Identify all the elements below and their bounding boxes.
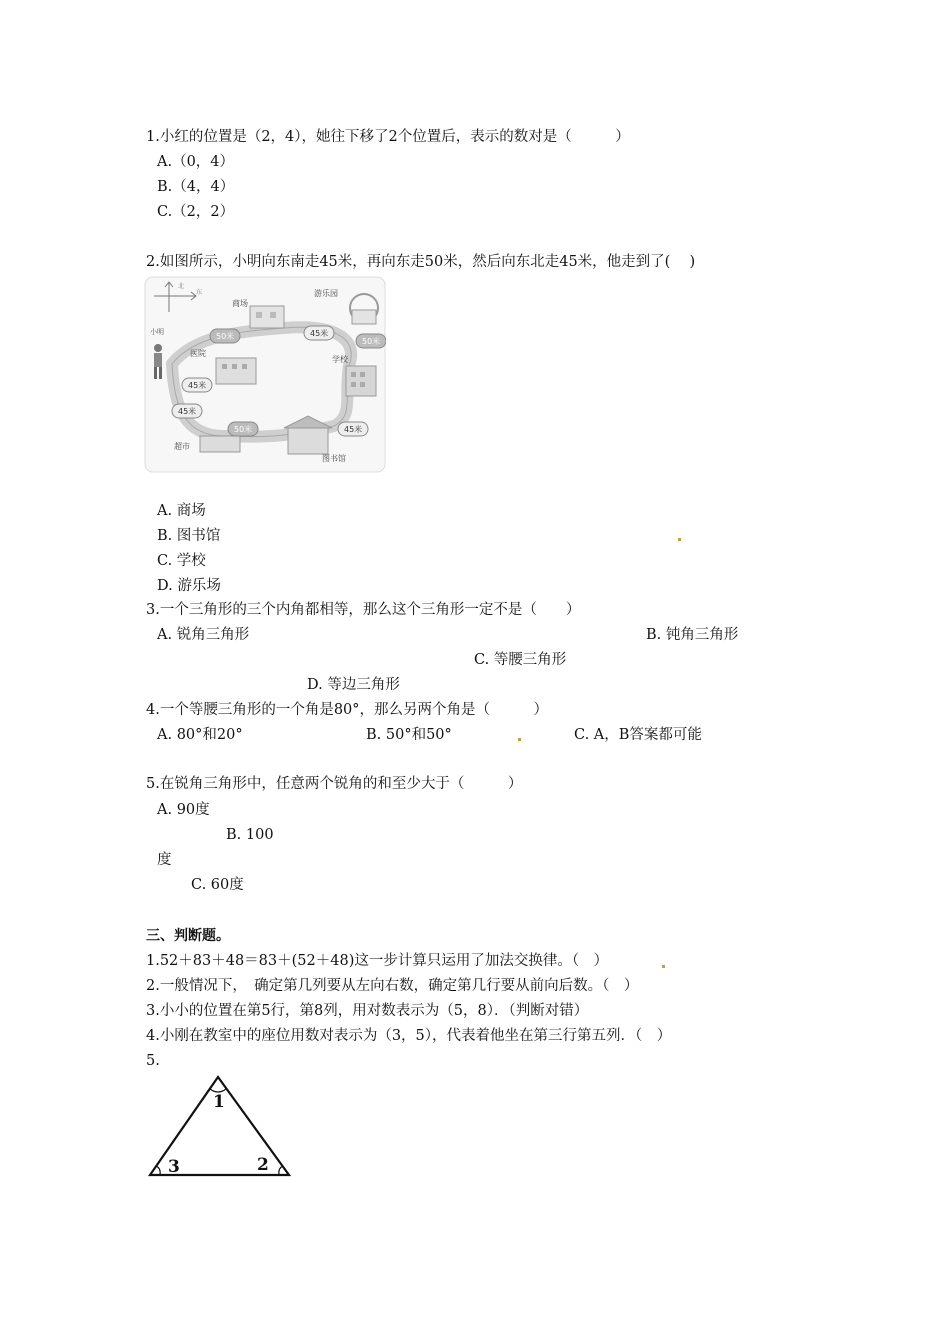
distance-tag: [338, 422, 368, 436]
q3-option-b[interactable]: B. 钝角三角形: [646, 627, 739, 643]
q1-option-a[interactable]: A.（0，4）: [157, 154, 235, 170]
q5-option-b[interactable]: B. 100: [226, 827, 274, 843]
distance-tag: [304, 326, 334, 340]
svg-text:45米: 45米: [178, 407, 197, 416]
place-hospital: 医院: [190, 349, 206, 358]
svg-text:45米: 45米: [344, 425, 363, 434]
supermarket-building-icon: [200, 436, 240, 452]
judge-item-5: 5.: [146, 1053, 160, 1069]
place-library: 图书馆: [322, 454, 346, 463]
svg-text:50米: 50米: [362, 337, 381, 346]
svg-text:45米: 45米: [310, 329, 329, 338]
q1-option-c[interactable]: C.（2，2）: [157, 204, 235, 220]
route-map-figure: [144, 276, 386, 473]
q2-option-c[interactable]: C. 学校: [157, 553, 206, 569]
question-1-stem: 1.小红的位置是（2，4），她往下移了2个位置后，表示的数对是（ ）: [146, 129, 630, 145]
q3-option-a[interactable]: A. 锐角三角形: [157, 627, 250, 643]
svg-text:50米: 50米: [216, 332, 235, 341]
distance-tag: [356, 334, 386, 348]
east-label: 东: [196, 289, 203, 296]
svg-text:50米: 50米: [234, 425, 253, 434]
q1-option-b[interactable]: B.（4，4）: [157, 179, 235, 195]
decorative-dot: [678, 538, 681, 541]
q4-option-b[interactable]: B. 50°和50°: [366, 727, 452, 743]
distance-tag: [210, 329, 240, 343]
person-label: 小明: [150, 328, 164, 336]
mall-building-icon: [250, 306, 284, 328]
q3-option-c[interactable]: C. 等腰三角形: [474, 652, 567, 668]
place-school: 学校: [332, 355, 348, 364]
school-building-icon: [346, 366, 376, 396]
judge-item-3: 3.小小的位置在第5行，第8列，用对数表示为（5，8）．（判断对错）: [146, 1003, 589, 1019]
angle-label-2: 2: [257, 1155, 269, 1175]
question-4-stem: 4.一个等腰三角形的一个角是80°，那么另两个角是（ ）: [146, 702, 549, 718]
question-3-stem: 3.一个三角形的三个内角都相等，那么这个三角形一定不是（ ）: [146, 602, 581, 618]
place-supermarket: 超市: [174, 442, 190, 451]
question-5-stem: 5.在锐角三角形中，任意两个锐角的和至少大于（ ）: [146, 776, 523, 792]
q4-option-a[interactable]: A. 80°和20°: [157, 727, 243, 743]
q3-option-d[interactable]: D. 等边三角形: [307, 677, 400, 693]
judge-item-4: 4.小刚在教室中的座位用数对表示为（3，5），代表着他坐在第三行第五列．（ ）: [146, 1028, 672, 1044]
place-park: 游乐园: [314, 289, 338, 298]
q4-option-c[interactable]: C. A，B答案都可能: [574, 727, 702, 743]
section-heading: 三、判断题。: [146, 928, 230, 944]
angle-label-3: 3: [168, 1157, 180, 1177]
q5-option-b-unit: 度: [157, 852, 172, 868]
place-mall: 商场: [232, 299, 248, 308]
q2-option-b[interactable]: B. 图书馆: [157, 528, 221, 544]
distance-tag: [228, 422, 258, 436]
decorative-dot: [518, 738, 521, 741]
judge-item-1: 1.52＋83＋48＝83＋(52＋48)这一步计算只运用了加法交换律。（ ）: [146, 953, 609, 969]
q5-option-c[interactable]: C. 60度: [191, 877, 244, 893]
q5-option-a[interactable]: A. 90度: [157, 802, 210, 818]
distance-tag: [172, 404, 202, 418]
question-2-stem: 2.如图所示，小明向东南走45米，再向东走50米，然后向东北走45米，他走到了( ): [146, 254, 696, 270]
decorative-dot: [662, 965, 665, 968]
hospital-building-icon: [216, 358, 256, 384]
svg-text:45米: 45米: [188, 381, 207, 390]
q2-option-a[interactable]: A. 商场: [157, 503, 206, 519]
distance-tag: [182, 378, 212, 392]
north-label: 北: [178, 283, 185, 290]
angle-label-1: 1: [213, 1092, 225, 1112]
triangle-figure: [146, 1072, 296, 1182]
judge-item-2: 2.一般情况下， 确定第几列要从左向右数，确定第几行要从前向后数。（ ）: [146, 978, 639, 994]
q2-option-d[interactable]: D. 游乐场: [157, 578, 221, 594]
